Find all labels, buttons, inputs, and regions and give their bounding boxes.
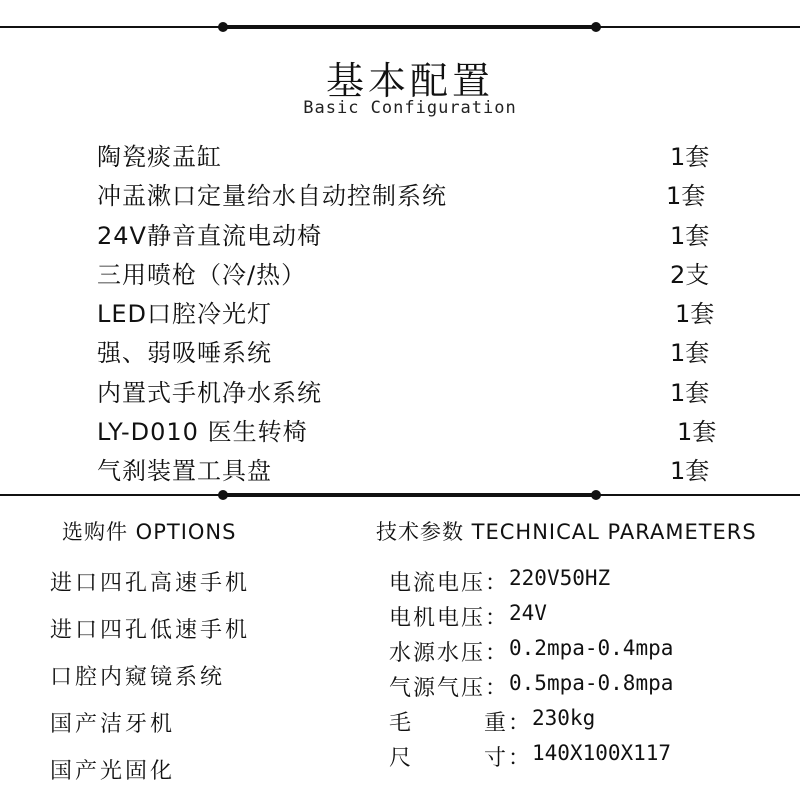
config-row (0, 294, 800, 333)
tech-label: 电机电压： (389, 606, 510, 631)
page-subtitle: Basic Configuration (303, 98, 517, 118)
options-list (50, 566, 250, 801)
config-item-qty: 2支 (670, 260, 710, 289)
option-item: 口腔内窥镜系统 (50, 665, 226, 690)
tech-value: 0.5mpa-0.8mpa (509, 671, 674, 695)
config-item-qty: 1套 (670, 221, 710, 250)
config-row (0, 255, 800, 294)
option-item: 进口四孔低速手机 (50, 618, 251, 643)
config-item-name: LY-D010 医生转椅 (97, 418, 308, 447)
middle-divider-left-dot (218, 490, 228, 500)
tech-row (389, 601, 673, 636)
config-item-name: LED口腔冷光灯 (97, 300, 273, 329)
tech-value: 140X100X117 (532, 741, 672, 765)
config-item-qty: 1套 (670, 339, 710, 368)
config-item-qty: 1套 (666, 182, 706, 211)
config-item-name: 强、弱吸唾系统 (97, 339, 272, 368)
options-heading: 选购件 OPTIONS (62, 520, 237, 544)
top-divider-bold (222, 25, 596, 29)
config-list (0, 137, 800, 491)
tech-label: 气源气压： (389, 676, 510, 701)
config-row (0, 176, 800, 215)
option-item: 国产光固化 (50, 759, 176, 784)
tech-label: 水源水压： (389, 641, 510, 666)
config-row (0, 216, 800, 255)
config-item-qty: 1套 (670, 378, 710, 407)
tech-row (389, 706, 673, 741)
top-divider-right-dot (591, 22, 601, 32)
technical-heading: 技术参数 TECHNICAL PARAMETERS (376, 520, 757, 544)
tech-value: 0.2mpa-0.4mpa (509, 636, 674, 660)
tech-row (389, 741, 673, 776)
tech-value: 220V50HZ (509, 566, 611, 590)
config-item-qty: 1套 (675, 300, 715, 329)
config-row (0, 137, 800, 176)
config-row (0, 333, 800, 372)
tech-label: 毛 重： (389, 711, 532, 736)
option-item: 进口四孔高速手机 (50, 571, 251, 596)
middle-divider-bold (222, 493, 596, 497)
technical-list (389, 566, 673, 776)
tech-label: 尺 寸： (389, 746, 532, 771)
config-item-qty: 1套 (670, 457, 710, 486)
config-item-name: 24V静音直流电动椅 (97, 221, 322, 250)
config-row (0, 451, 800, 490)
page-title: 基本配置 (325, 59, 494, 103)
middle-divider-right-dot (591, 490, 601, 500)
config-row (0, 412, 800, 451)
tech-value: 24V (509, 601, 547, 625)
tech-value: 230kg (532, 706, 596, 730)
config-item-name: 三用喷枪（冷/热） (97, 260, 307, 289)
tech-row (389, 566, 673, 601)
config-item-name: 陶瓷痰盂缸 (97, 143, 222, 171)
top-divider-left-dot (218, 22, 228, 32)
config-item-name: 内置式手机净水系统 (97, 378, 322, 407)
config-row (0, 373, 800, 412)
config-item-qty: 1套 (677, 418, 717, 447)
tech-row (389, 636, 673, 671)
tech-row (389, 671, 673, 706)
config-item-name: 气刹装置工具盘 (97, 457, 272, 486)
option-item: 国产洁牙机 (50, 712, 176, 737)
config-item-qty: 1套 (670, 143, 710, 171)
tech-label: 电流电压： (389, 571, 510, 596)
config-item-name: 冲盂漱口定量给水自动控制系统 (97, 182, 447, 211)
